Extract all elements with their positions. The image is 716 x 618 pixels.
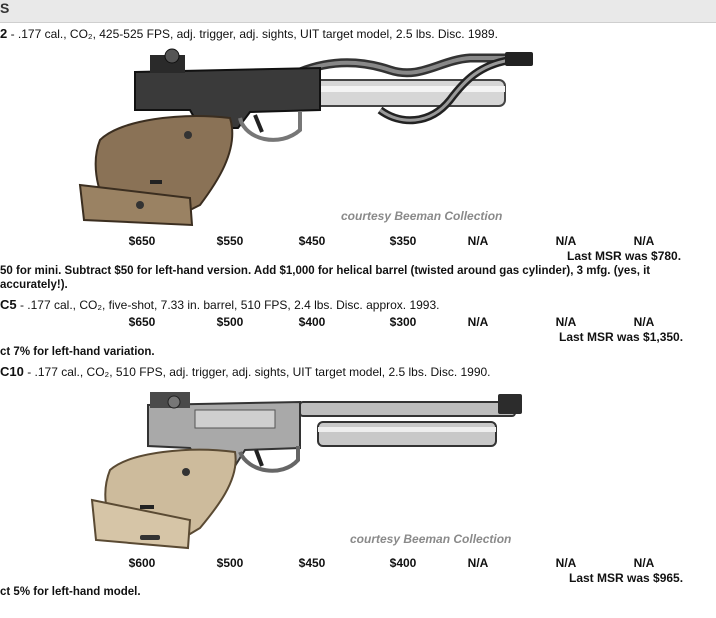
note-line: 50 for mini. Subtract $50 for left-hand version. Add $1,000 for helical barrel (twisted around gas cylinder), 3 mfg. (yes, it <box>0 265 651 277</box>
note-line: ct 7% for left-hand variation. <box>0 346 155 358</box>
last-msr-2: Last MSR was $1,350. <box>559 330 684 344</box>
model-name: C10 <box>0 364 24 379</box>
last-msr-3: Last MSR was $965. <box>569 571 684 585</box>
price-cell: $300 <box>389 315 417 329</box>
price-cell: N/A <box>467 234 489 248</box>
model-name: C5 <box>0 297 17 312</box>
model-description: - .177 cal., CO₂, 510 FPS, adj. trigger, adj. sights, UIT target model, 2.5 lbs. Disc. 1990. <box>23 365 491 379</box>
model-description: - .177 cal., CO₂, five-shot, 7.33 in. barrel, 510 FPS, 2.4 lbs. Disc. approx. 1993. <box>16 298 440 312</box>
price-cell: $450 <box>298 556 326 570</box>
price-cell: $550 <box>216 234 244 248</box>
section-letter: S <box>0 0 10 16</box>
price-cell: $450 <box>298 234 326 248</box>
price-cell: N/A <box>467 556 489 570</box>
price-cell: $650 <box>128 315 156 329</box>
image-credit-1: courtesy Beeman Collection <box>341 209 503 223</box>
price-cell: N/A <box>555 556 577 570</box>
price-cell: $400 <box>389 556 417 570</box>
price-cell: N/A <box>555 234 577 248</box>
note-line: ct 5% for left-hand model. <box>0 586 141 598</box>
note-line: accurately!). <box>0 279 68 291</box>
price-cell: $350 <box>389 234 417 248</box>
price-cell: $650 <box>128 234 156 248</box>
price-cell: N/A <box>633 556 655 570</box>
price-cell: $500 <box>216 315 244 329</box>
model-name: 2 <box>0 26 8 41</box>
price-cell: $400 <box>298 315 326 329</box>
price-cell: $500 <box>216 556 244 570</box>
price-cell: $600 <box>128 556 156 570</box>
price-cell: N/A <box>555 315 577 329</box>
price-cell: N/A <box>467 315 489 329</box>
last-msr-1: Last MSR was $780. <box>567 249 682 263</box>
price-cell: N/A <box>633 315 655 329</box>
price-cell: N/A <box>633 234 655 248</box>
model-description: - .177 cal., CO₂, 425-525 FPS, adj. trigger, adj. sights, UIT target model, 2.5 lbs. Disc. 1989. <box>7 27 498 41</box>
image-credit-2: courtesy Beeman Collection <box>350 532 512 546</box>
